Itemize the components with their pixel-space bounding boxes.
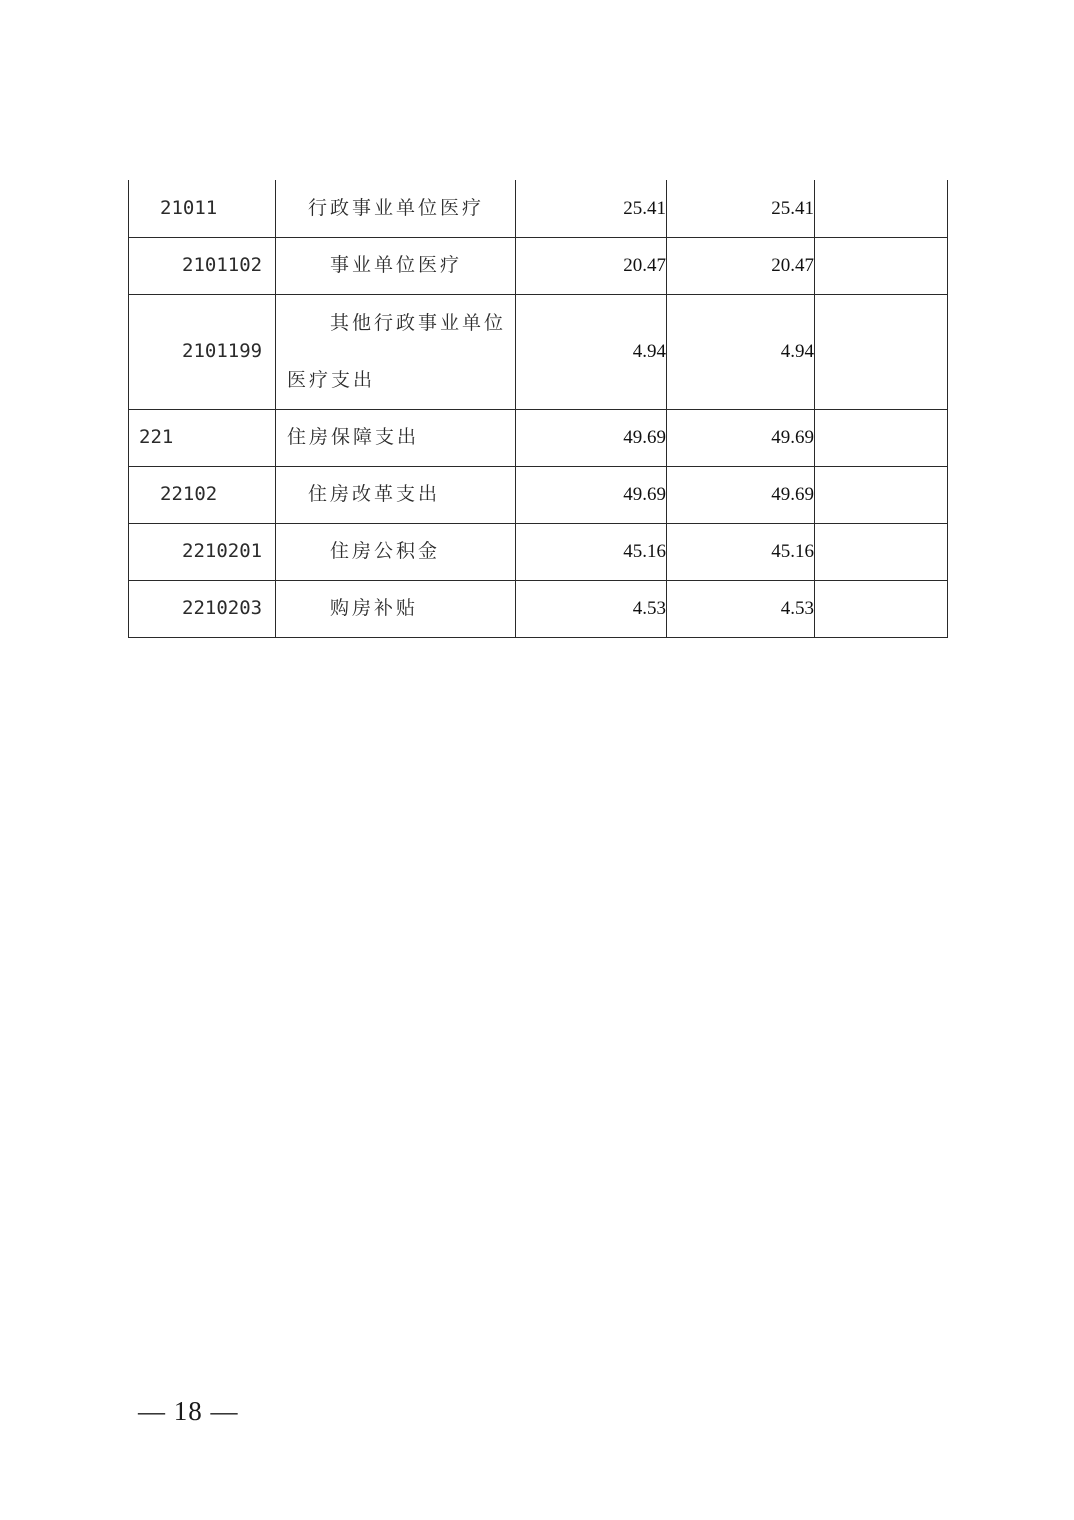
subject-name-cell: 住房公积金 <box>276 523 516 580</box>
subject-code-cell: 2101102 <box>129 237 276 294</box>
subject-code-cell: 21011 <box>129 180 276 237</box>
subject-name-cell: 住房改革支出 <box>276 466 516 523</box>
subject-name-cell <box>276 294 516 409</box>
page-number: — 18 — <box>138 1396 239 1426</box>
amount-total-cell: 4.53 <box>516 580 667 637</box>
amount-total-cell: 45.16 <box>516 523 667 580</box>
amount-project-cell <box>815 523 948 580</box>
subject-name-cell: 购房补贴 <box>276 580 516 637</box>
amount-project-cell <box>815 580 948 637</box>
amount-project-cell <box>815 409 948 466</box>
table-row <box>129 580 948 637</box>
amount-total-cell: 4.94 <box>516 294 667 409</box>
amount-total-cell: 49.69 <box>516 409 667 466</box>
amount-total-cell: 49.69 <box>516 466 667 523</box>
amount-project-cell <box>815 466 948 523</box>
amount-basic-cell: 4.94 <box>667 294 815 409</box>
amount-project-cell <box>815 237 948 294</box>
subject-code-cell: 2210203 <box>129 580 276 637</box>
table-row <box>129 237 948 294</box>
subject-name-cell: 行政事业单位医疗 <box>276 180 516 237</box>
table-row <box>129 180 948 237</box>
subject-name-line2: 医疗支出 <box>287 368 376 391</box>
expenditure-table <box>128 180 948 638</box>
subject-name-cell: 事业单位医疗 <box>276 237 516 294</box>
subject-code-cell: 22102 <box>129 466 276 523</box>
table-row <box>129 466 948 523</box>
amount-project-cell <box>815 294 948 409</box>
subject-code-cell: 2101199 <box>129 294 276 409</box>
amount-basic-cell: 49.69 <box>667 466 815 523</box>
subject-code-cell: 221 <box>129 409 276 466</box>
table-row <box>129 523 948 580</box>
amount-basic-cell: 45.16 <box>667 523 815 580</box>
subject-name-cell: 住房保障支出 <box>276 409 516 466</box>
amount-basic-cell: 25.41 <box>667 180 815 237</box>
table-row <box>129 409 948 466</box>
subject-code-cell: 2210201 <box>129 523 276 580</box>
amount-total-cell: 25.41 <box>516 180 667 237</box>
amount-project-cell <box>815 180 948 237</box>
table-row <box>129 294 948 409</box>
amount-basic-cell: 20.47 <box>667 237 815 294</box>
amount-basic-cell: 4.53 <box>667 580 815 637</box>
amount-total-cell: 20.47 <box>516 237 667 294</box>
amount-basic-cell: 49.69 <box>667 409 815 466</box>
subject-name-line1: 其他行政事业单位 <box>330 311 507 334</box>
